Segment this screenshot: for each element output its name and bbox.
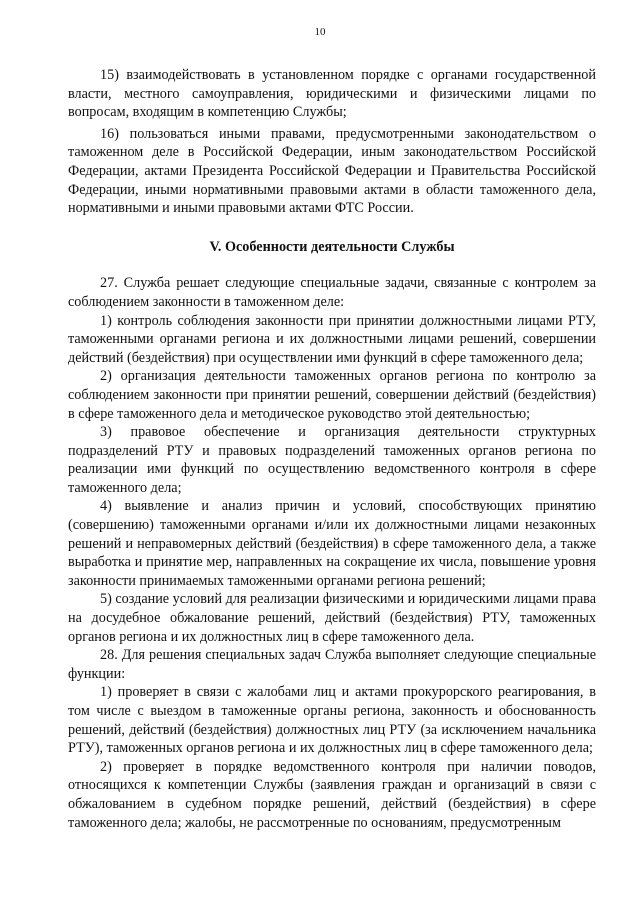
paragraph-28-item-1: 1) проверяет в связи с жалобами лиц и актами прокурорского реагирования, в том числе с выездом в таможенные органы региона, законность и обоснованность решений, действий (бездействия) должностных лиц РТУ (за исключением начальника РТУ), таможенных органов региона и их должностных лиц в сфере таможенного дела; bbox=[68, 684, 596, 757]
paragraph-27-item-4: 4) выявление и анализ причин и условий, способствующих принятию (совершению) таможенными органами и/или их должностными лицами незаконных решений и неправомерных действий (бездействия) в сфере таможенного дела, а также выработка и принятие мер, направленных на сокращение их числа, повышение уровня законности принимаемых таможенными органами региона решений; bbox=[68, 498, 596, 589]
paragraph-27-item-1: 1) контроль соблюдения законности при принятии должностными лицами РТУ, таможенными органами региона и их должностными лицами решений, совершении действий (бездействия) при осуществлении ими функций в сфере таможенного дела; bbox=[68, 312, 596, 366]
document-body bbox=[68, 66, 596, 832]
section-title: V. Особенности деятельности Службы bbox=[209, 238, 455, 255]
paragraph-28: 28. Для решения специальных задач Служба выполняет следующие специальные функции: bbox=[68, 647, 596, 682]
paragraph-27-item-5: 5) создание условий для реализации физическими и юридическими лицами права на досудебное обжалование решений, действий (бездействия) РТУ, таможенных органов региона и их должностных лиц в сфере таможенного дела. bbox=[68, 591, 596, 645]
page-number: 10 bbox=[314, 26, 326, 38]
paragraph-item-16: 16) пользоваться иными правами, предусмотренными законодательством о таможенном деле в Российской Федерации, иным законодательством Российской Федерации, актами Президента Российской Федерации и Правительства Российской Федерации, иными нормативными правовыми актами в области таможенного дела, нормативными и иными правовыми актами ФТС России. bbox=[68, 125, 596, 217]
paragraph-28-item-2: 2) проверяет в порядке ведомственного контроля при наличии поводов, относящихся к компетенции Службы (заявления граждан и организаций в связи с обжалованием в судебном порядке решений, действий (бездействия) в сфере таможенного дела; жалобы, не рассмотренные по основаниям, предусмотренным bbox=[68, 758, 596, 831]
paragraph-27: 27. Служба решает следующие специальные задачи, связанные с контролем за соблюдением законности в таможенном деле: bbox=[68, 275, 596, 310]
paragraph-27-item-2: 2) организация деятельности таможенных органов региона по контролю за соблюдением законности при принятии решений, совершении действий (бездействия) в сфере таможенного дела и методическое руководство этой деятельностью; bbox=[68, 368, 596, 422]
paragraph-27-item-3: 3) правовое обеспечение и организация деятельности структурных подразделений РТУ и правовых подразделений таможенных органов региона по реализации ими функций по осуществлению ведомственного контроля в сфере таможенного дела; bbox=[68, 424, 596, 496]
paragraph-item-15: 15) взаимодействовать в установленном порядке с органами государственной власти, местного самоуправления, юридическими и физическими лицами по вопросам, входящим в компетенцию Службы; bbox=[68, 67, 596, 121]
